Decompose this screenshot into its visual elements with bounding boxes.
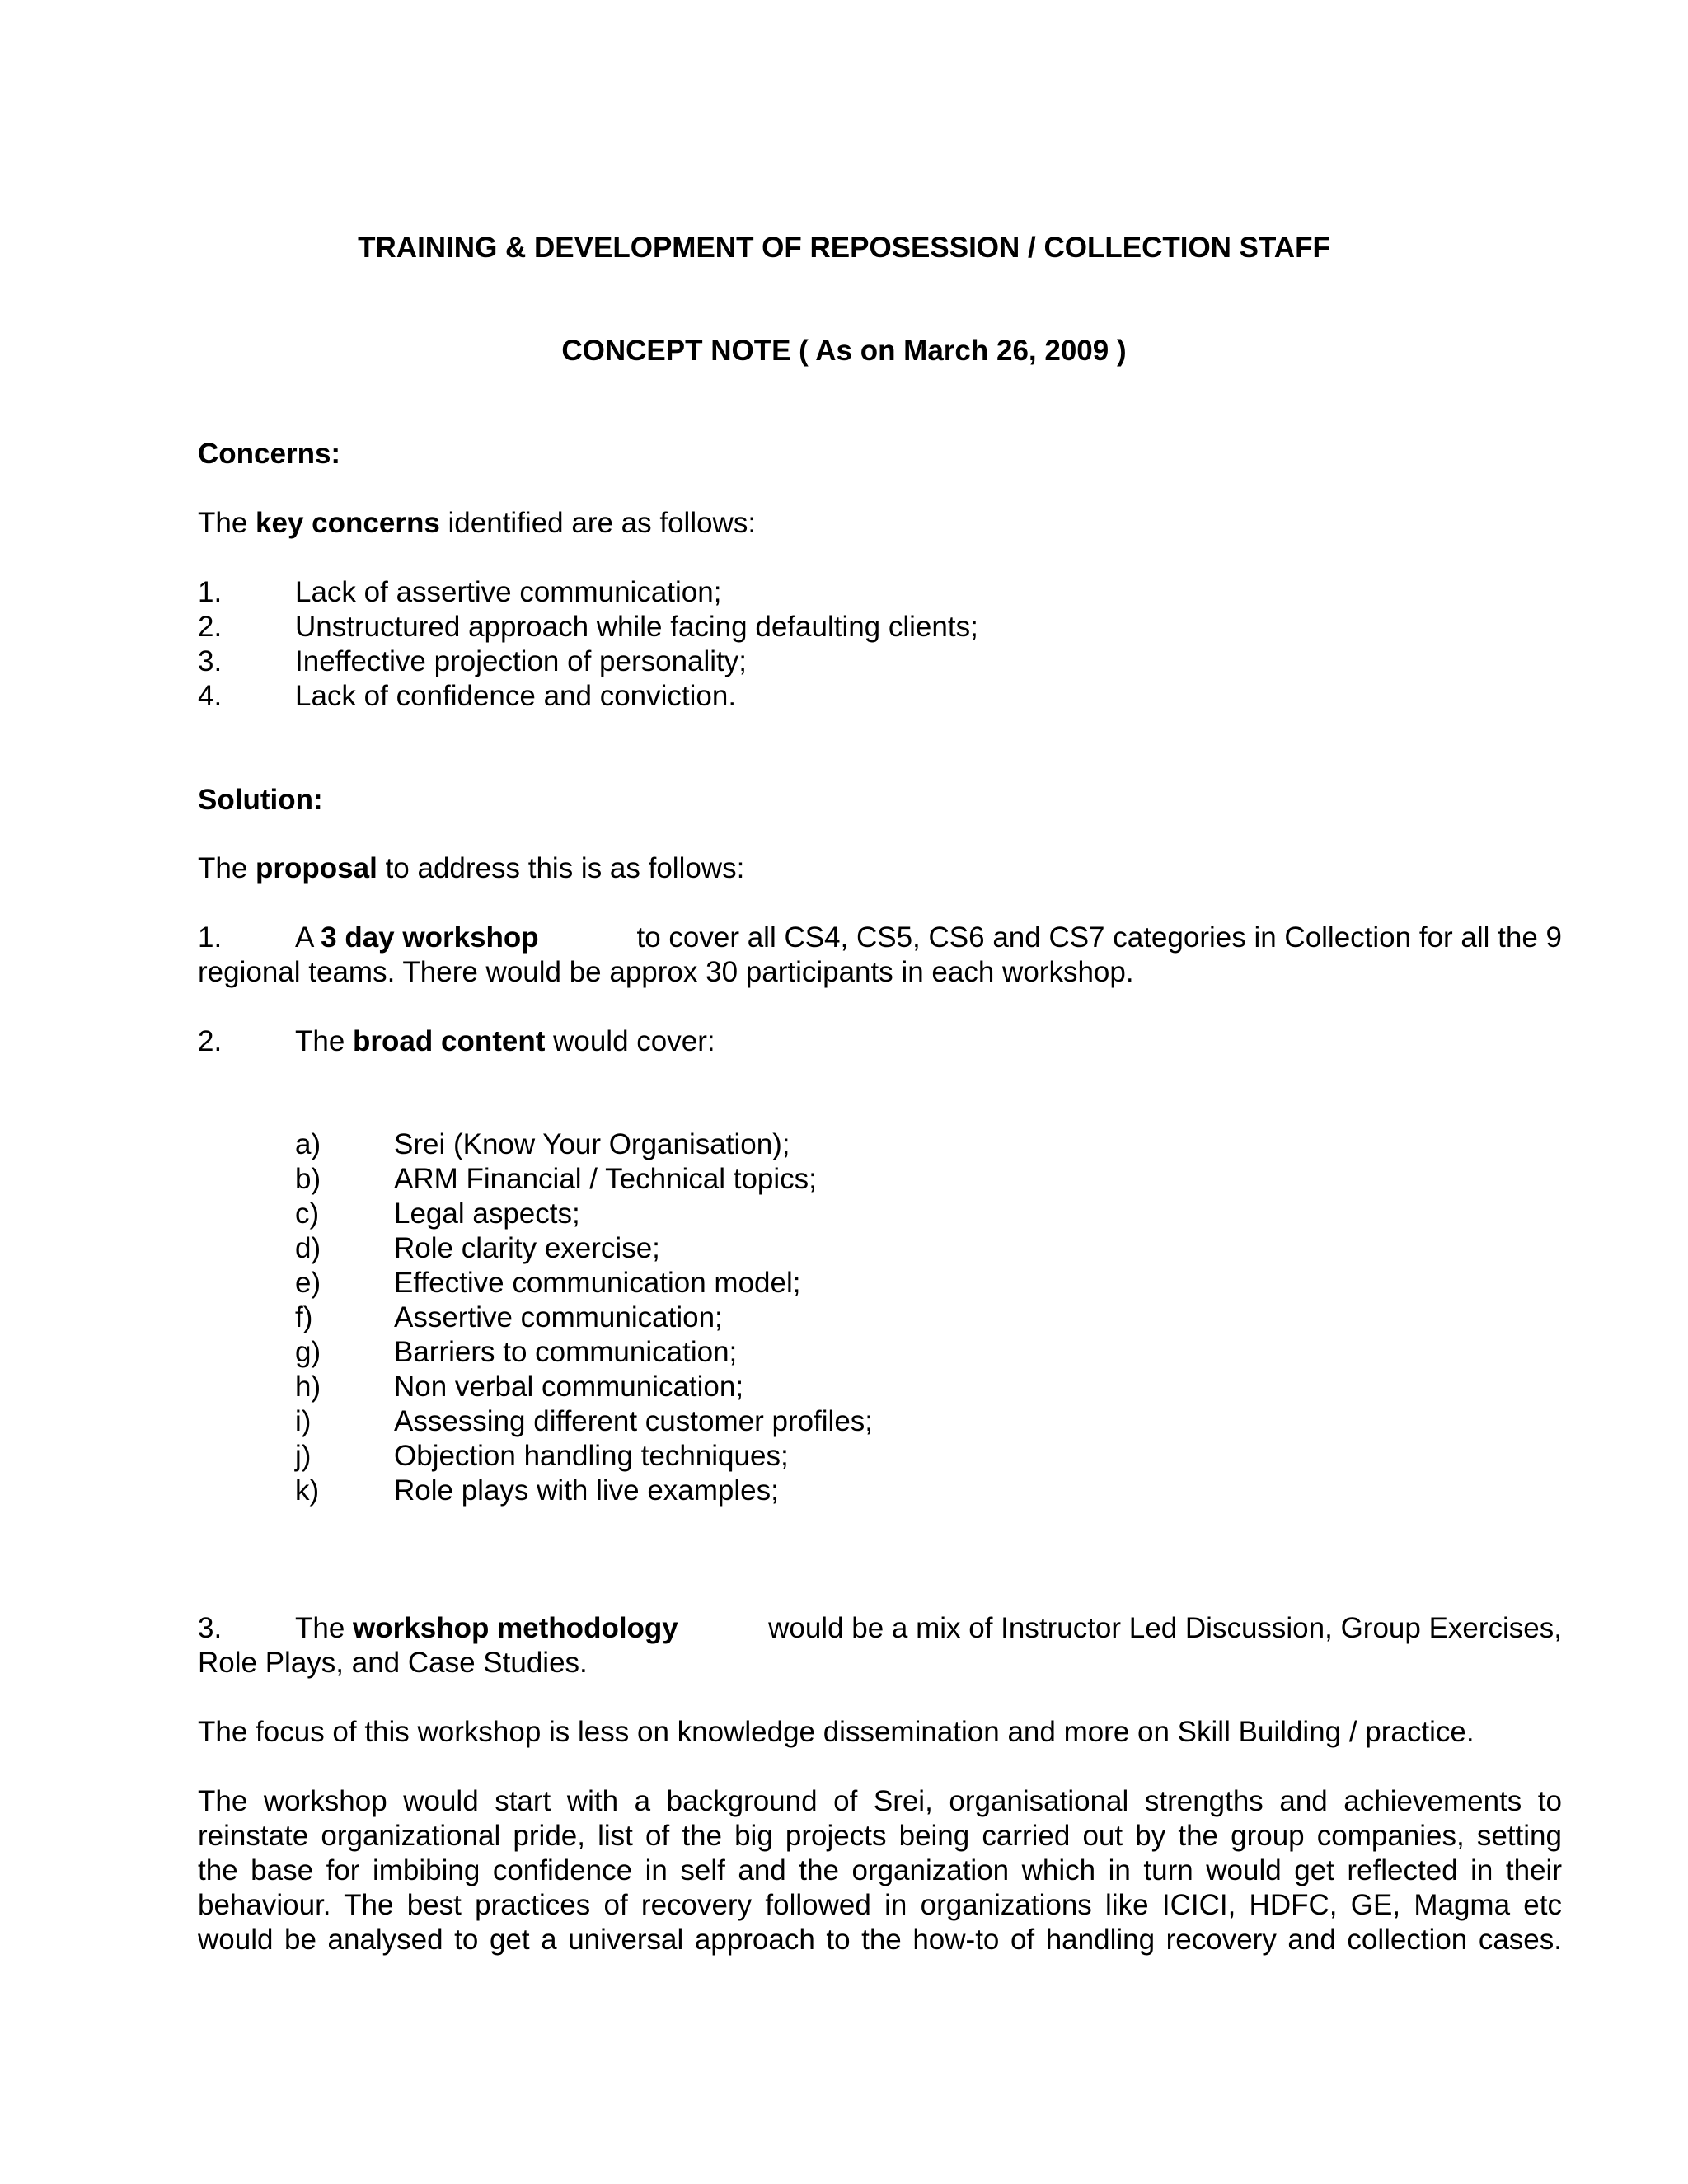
sub-item: Barriers to communication; xyxy=(394,1336,738,1368)
list-item-number: 1. xyxy=(198,576,223,608)
list-item: Lack of confidence and conviction. xyxy=(295,680,737,712)
point3-line2: Role Plays, and Case Studies. xyxy=(198,1647,588,1679)
list-item-number: 4. xyxy=(198,680,223,712)
document-subtitle: CONCEPT NOTE ( As on March 26, 2009 ) xyxy=(561,335,1127,367)
sub-item: Assessing different customer profiles; xyxy=(394,1405,874,1437)
document-title: TRAINING & DEVELOPMENT OF REPOSESSION / COLLECTION STAFF xyxy=(358,232,1330,264)
point-number: 2. xyxy=(198,1025,223,1057)
sub-item: Objection handling techniques; xyxy=(394,1440,789,1472)
sub-item-letter: a) xyxy=(295,1128,321,1160)
point1-line2: regional teams. There would be approx 30 participants in each workshop. xyxy=(198,956,1134,988)
sub-item-letter: i) xyxy=(295,1405,312,1437)
sub-item: Assertive communication; xyxy=(394,1301,723,1333)
paragraph-line: reinstate organizational pride, list of the big projects being carried out by the group companies, setting xyxy=(198,1820,1562,1852)
paragraph-line: behaviour. The best practices of recovery followed in organizations like ICICI, HDFC, GE, Magma etc xyxy=(198,1889,1562,1921)
sub-item: Role clarity exercise; xyxy=(394,1232,660,1264)
point1-line1: A 3 day workshop to cover all CS4, CS5, CS6 and CS7 categories in Collection for all the 9 xyxy=(295,921,1562,954)
point2-line: The broad content would cover: xyxy=(295,1025,715,1057)
concerns-intro: The key concerns identified are as follows: xyxy=(198,507,757,539)
sub-item-letter: h) xyxy=(295,1371,321,1403)
sub-item-letter: g) xyxy=(295,1336,321,1368)
sub-item: ARM Financial / Technical topics; xyxy=(394,1163,817,1195)
sub-item: Srei (Know Your Organisation); xyxy=(394,1128,790,1160)
sub-item: Effective communication model; xyxy=(394,1267,801,1299)
list-item: Ineffective projection of personality; xyxy=(295,645,748,677)
point3-line1: The workshop methodology would be a mix of Instructor Led Discussion, Group Exercises, xyxy=(295,1612,1562,1644)
sub-item-letter: e) xyxy=(295,1267,321,1299)
list-item: Lack of assertive communication; xyxy=(295,576,722,608)
point-number: 3. xyxy=(198,1612,223,1644)
sub-item-letter: k) xyxy=(295,1474,320,1507)
solution-heading: Solution: xyxy=(198,784,323,816)
concerns-heading: Concerns: xyxy=(198,438,341,470)
sub-item: Role plays with live examples; xyxy=(394,1474,779,1507)
paragraph-line: the base for imbibing confidence in self and the organization which in turn would get reflected in their xyxy=(198,1854,1562,1886)
sub-item-letter: j) xyxy=(295,1440,312,1472)
list-item: Unstructured approach while facing defaulting clients; xyxy=(295,611,978,643)
solution-intro: The proposal to address this is as follows: xyxy=(198,852,745,884)
sub-item: Non verbal communication; xyxy=(394,1371,744,1403)
list-item-number: 3. xyxy=(198,645,223,677)
sub-item: Legal aspects; xyxy=(394,1197,580,1230)
list-item-number: 2. xyxy=(198,611,223,643)
sub-item-letter: c) xyxy=(295,1197,320,1230)
focus-paragraph: The focus of this workshop is less on knowledge dissemination and more on Skill Building / practice. xyxy=(198,1716,1475,1748)
point-number: 1. xyxy=(198,921,223,954)
paragraph-line: The workshop would start with a background of Srei, organisational strengths and achievements to xyxy=(198,1785,1562,1817)
sub-item-letter: f) xyxy=(295,1301,313,1333)
sub-item-letter: d) xyxy=(295,1232,321,1264)
paragraph-line: would be analysed to get a universal approach to the how-to of handling recovery and collection cases. xyxy=(198,1924,1562,1956)
sub-item-letter: b) xyxy=(295,1163,321,1195)
